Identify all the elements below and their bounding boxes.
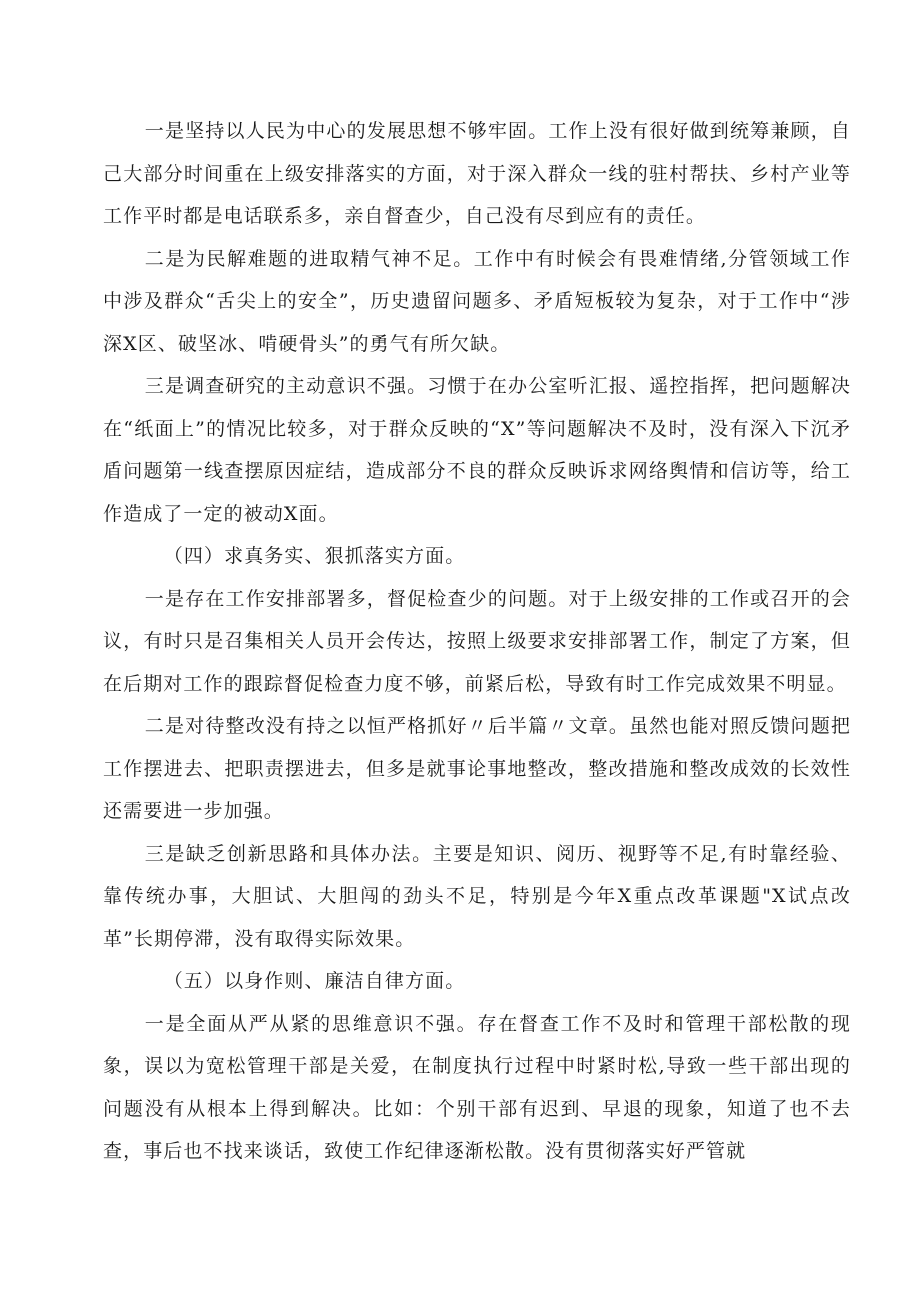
document-body xyxy=(103,110,851,1173)
paragraph: 二是为民解难题的进取精气神不足。工作中有时候会有畏难情绪,分管领域工作中涉及群众“舌尖上的安全”，历史遗留问题多、矛盾短板较为复杂，对于工作中“涉深X区、破坚冰、啃硬骨头”的勇气有所欠缺。 xyxy=(103,247,851,355)
paragraph: 二是对待整改没有持之以恒严格抓好〃后半篇〃文章。虽然也能对照反馈问题把工作摆进去、把职责摆进去，但多是就事论事地整改，整改措施和整改成效的长效性还需要进一步加强。 xyxy=(103,715,851,822)
paragraph: 一是全面从严从紧的思维意识不强。存在督查工作不及时和管理干部松散的现象，误以为宽松管理干部是关爱，在制度执行过程中时紧时松,导致一些干部出现的问题没有从根本上得到解决。比如：个别干部有迟到、早退的现象，知道了也不去查，事后也不找来谈话，致使工作纪律逐渐松散。没有贯彻落实好严管就 xyxy=(103,1012,851,1162)
section-heading: （五）以身作则、廉洁自律方面。 xyxy=(163,970,466,992)
paragraph: 三是调查研究的主动意识不强。习惯于在办公室听汇报、遥控指挥，把问题解决在“纸面上”的情况比较多，对于群众反映的“X”等问题解决不及时，没有深入下沉矛盾问题第一线查摆原因症结，造成部分不良的群众反映诉求网络舆情和信访等，给工作造成了一定的被动X面。 xyxy=(103,375,851,525)
paragraph: 一是存在工作安排部署多，督促检查少的问题。对于上级安排的工作或召开的会议，有时只是召集相关人员开会传达，按照上级要求安排部署工作，制定了方案，但在后期对工作的跟踪督促检查力度不够，前紧后松，导致有时工作完成效果不明显。 xyxy=(103,587,851,695)
paragraph: 三是缺乏创新思路和具体办法。主要是知识、阅历、视野等不足,有时靠经验、靠传统办事，大胆试、大胆闯的劲头不足，特别是今年X重点改革课题"X试点改革”长期停滞，没有取得实际效果。 xyxy=(103,842,851,950)
section-heading: （四）求真务实、狠抓落实方面。 xyxy=(163,545,466,567)
paragraph: 一是坚持以人民为中心的发展思想不够牢固。工作上没有很好做到统筹兼顾，自己大部分时间重在上级安排落实的方面，对于深入群众一线的驻村帮扶、乡村产业等工作平时都是电话联系多，亲自督查少，自己没有尽到应有的责任。 xyxy=(103,120,851,227)
